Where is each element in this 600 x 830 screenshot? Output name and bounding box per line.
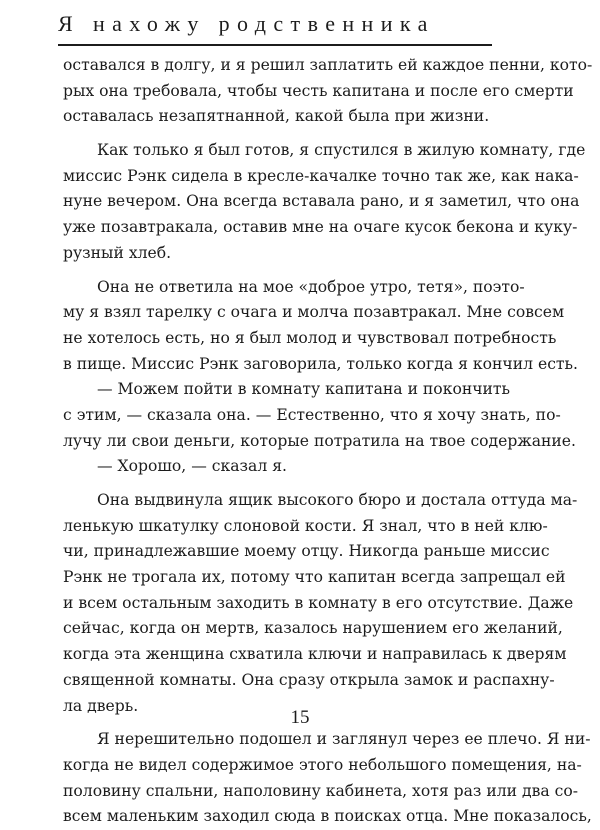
running-head: Я нахожу родственника [58,11,435,36]
text-line: чи, принадлежавшие моему отцу. Никогда раньше миссис [63,542,550,561]
text-line: ла дверь. [63,696,139,715]
text-line: миссис Рэнк сидела в кресле-качалке точно так же, как нака- [63,166,579,185]
text-line: уже позавтракала, оставив мне на очаге кусок бекона и куку- [63,218,578,237]
text-line: оставалась незапятнанной, какой была при жизни. [63,107,490,126]
text-line: сейчас, когда он мертв, казалось нарушением его желаний, [63,619,563,638]
text-line: и всем остальным заходить в комнату в его отсутствие. Даже [63,593,574,612]
text-line: всем маленьким заходил сюда в поисках отца. Мне показалось, [63,807,592,826]
text-line: половину спальни, наполовину кабинета, хотя раз или два со- [63,781,579,800]
text-line: Как только я был готов, я спустился в жилую комнату, где [97,141,586,160]
text-line: когда эта женщина схватила ключи и направилась к дверям [63,645,567,664]
text-line: в пище. Миссис Рэнк заговорила, только когда я кончил есть. [63,354,578,373]
text-line: — Хорошо, — сказал я. [97,457,287,476]
text-line: ленькую шкатулку слоновой кости. Я знал, что в ней клю- [63,516,548,535]
text-line: рых она требовала, чтобы честь капитана и после его смерти [63,81,574,100]
text-line: священной комнаты. Она сразу открыла замок и распахну- [63,670,555,689]
text-line: с этим, — сказала она. — Естественно, что я хочу знать, по- [63,405,561,424]
text-line: лучу ли свои деньги, которые потратила на твое содержание. [63,431,576,450]
text-line: Она выдвинула ящик высокого бюро и достала оттуда ма- [97,491,578,509]
text-line: — Можем пойти в комнату капитана и покончить [97,380,511,399]
text-line: Рэнк не трогала их, потому что капитан всегда запрещал ей [63,568,566,587]
text-line: нуне вечером. Она всегда вставала рано, и я заметил, что она [63,192,580,211]
text-line: рузный хлеб. [63,243,172,262]
text-line: Она не ответила на мое «доброе утро, тетя», поэто- [97,277,525,296]
text-line: не хотелось есть, но я был молод и чувствовал потребность [63,328,557,347]
page-number: 15 [290,707,310,728]
text-line: му я взял тарелку с очага и молча позавтракал. Мне совсем [63,303,565,322]
header-rule [58,44,492,46]
text-line: Я нерешительно подошел и заглянул через ее плечо. Я ни- [97,730,591,749]
text-line: когда не видел содержимое этого небольшого помещения, на- [63,755,582,774]
text-line: оставался в долгу, и я решил заплатить ей каждое пенни, кото- [63,56,593,74]
